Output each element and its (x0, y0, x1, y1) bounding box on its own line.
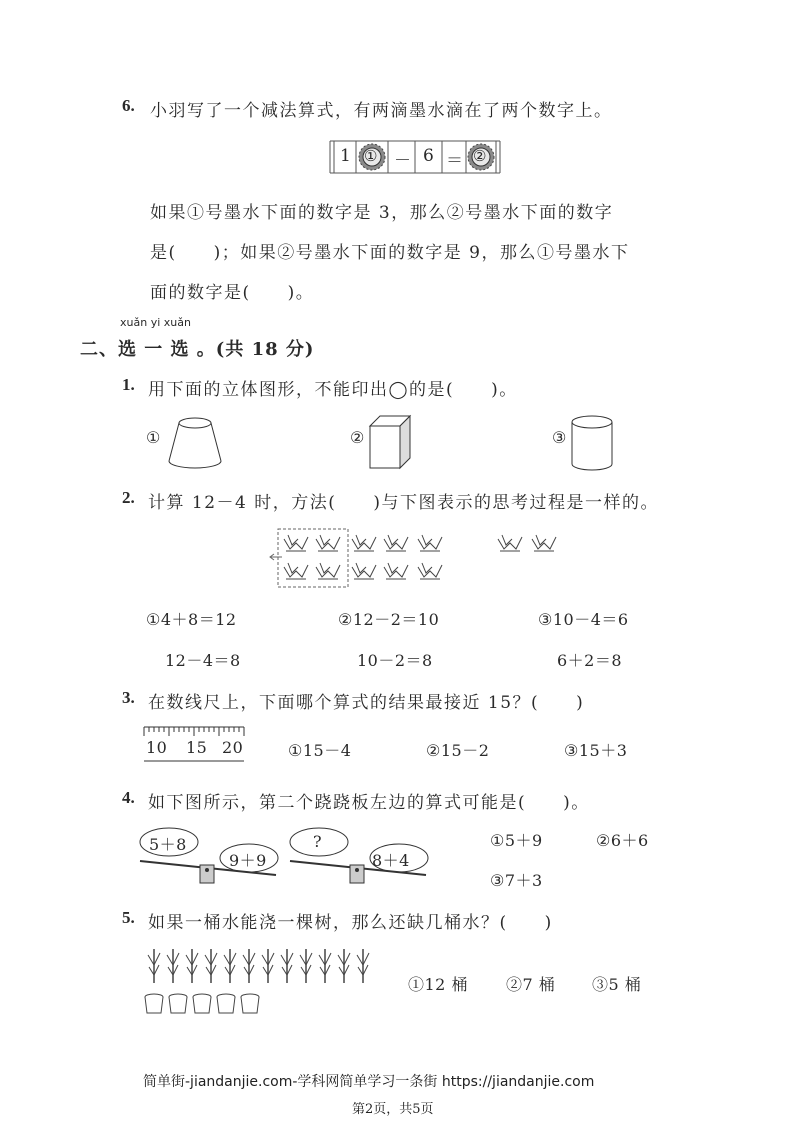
s2-text: 计算 12－4 时，方法( )与下图表示的思考过程是一样的。 (148, 493, 660, 513)
s4-option-3: ③7＋3 (490, 871, 543, 890)
s2-option-3a: ③10－4＝6 (538, 610, 629, 629)
s1-number: 1. (122, 375, 135, 394)
q6-line2: 是( )；如果②号墨水下面的数字是 9，那么①号墨水下 (150, 243, 630, 263)
s1-option-1-label: ① (146, 428, 161, 447)
bucket-icon (145, 994, 163, 1013)
seesaw-1-left: 5＋8 (149, 835, 187, 854)
tree-icon (357, 949, 369, 983)
eq-ink-1: ① (364, 147, 378, 165)
paper-crane-icon (418, 535, 442, 551)
eq-digit-2: 6 (423, 146, 434, 166)
s5-option-3: ③5 桶 (592, 975, 642, 994)
s1-option-2-label: ② (350, 428, 365, 447)
s4-number: 4. (122, 788, 135, 807)
paper-crane-icon (498, 535, 522, 551)
s3-option-3: ③15＋3 (564, 741, 628, 760)
paper-crane-icon (352, 563, 376, 579)
tree-icon (300, 949, 312, 983)
s3-text: 在数线尺上，下面哪个算式的结果最接近 15？( ) (148, 693, 585, 713)
paper-crane-icon (384, 563, 408, 579)
q6-equation (330, 141, 500, 173)
s5-number: 5. (122, 908, 135, 927)
q6-line3: 面的数字是( )。 (150, 283, 315, 303)
ruler-tick-20: 20 (222, 738, 244, 757)
s5-option-2: ②7 桶 (506, 975, 556, 994)
seesaw-1-right: 9＋9 (229, 851, 267, 870)
section2-title: 二、选 一 选 。(共 18 分) (80, 339, 315, 360)
q6-line1: 如果①号墨水下面的数字是 3，那么②号墨水下面的数字 (150, 203, 614, 223)
seesaw-2-figure (288, 825, 433, 887)
bucket-icon (241, 994, 259, 1013)
paper-crane-icon (418, 563, 442, 579)
tree-icon (338, 949, 350, 983)
section2-pinyin: xuǎn yi xuǎn (120, 316, 191, 329)
tree-icon (224, 949, 236, 983)
tree-icon (148, 949, 160, 983)
s1-option-3-label: ③ (552, 428, 567, 447)
s4-option-2: ②6＋6 (596, 831, 649, 850)
paper-crane-icon (284, 563, 308, 579)
trees-and-buckets-figure (142, 945, 392, 1015)
eq-minus: － (394, 151, 411, 171)
tree-icon (205, 949, 217, 983)
s4-text: 如下图所示，第二个跷跷板左边的算式可能是( )。 (148, 793, 590, 813)
paper-crane-icon (532, 535, 556, 551)
tree-icon (281, 949, 293, 983)
tree-icon (167, 949, 179, 983)
s2-number: 2. (122, 488, 135, 507)
tree-icon (319, 949, 331, 983)
s2-option-3b: 6＋2＝8 (557, 651, 623, 670)
paper-crane-icon (316, 563, 340, 579)
q6-number: 6. (122, 96, 135, 115)
paper-crane-icon (316, 535, 340, 551)
cylinder-shape-icon (570, 414, 614, 472)
bucket-icon (193, 994, 211, 1013)
eq-digit-1: 1 (340, 146, 351, 166)
s4-option-1: ①5＋9 (490, 831, 543, 850)
paper-cranes-figure (270, 527, 570, 589)
footer-page-number: 第2页，共5页 (352, 1102, 434, 1117)
s2-option-1b: 12－4＝8 (165, 651, 241, 670)
ruler-tick-15: 15 (186, 738, 208, 757)
ruler-tick-10: 10 (146, 738, 168, 757)
footer-site: 简单街-jiandanjie.com-学科网简单学习一条街 https://jiandanjie.com (143, 1074, 595, 1090)
paper-crane-icon (284, 535, 308, 551)
eq-equals: ＝ (446, 151, 463, 171)
s2-option-1a: ①4＋8＝12 (146, 610, 237, 629)
bucket-icon (217, 994, 235, 1013)
cuboid-shape-icon (368, 414, 413, 472)
tree-icon (243, 949, 255, 983)
s5-text: 如果一桶水能浇一棵树，那么还缺几桶水？( ) (148, 913, 553, 933)
seesaw-2-right: 8＋4 (372, 851, 410, 870)
s5-option-1: ①12 桶 (408, 975, 468, 994)
bucket-icon (169, 994, 187, 1013)
s2-option-2a: ②12－2＝10 (338, 610, 440, 629)
s1-text: 用下面的立体图形，不能印出◯的是( )。 (148, 380, 518, 400)
paper-crane-icon (384, 535, 408, 551)
q6-text: 小羽写了一个减法算式，有两滴墨水滴在了两个数字上。 (150, 101, 613, 121)
s2-option-2b: 10－2＝8 (357, 651, 433, 670)
tree-icon (186, 949, 198, 983)
s3-option-1: ①15－4 (288, 741, 352, 760)
paper-crane-icon (352, 535, 376, 551)
tree-icon (262, 949, 274, 983)
seesaw-2-left: ? (313, 832, 323, 851)
s3-number: 3. (122, 688, 135, 707)
frustum-shape-icon (165, 415, 225, 470)
eq-ink-2: ② (473, 147, 487, 165)
s3-option-2: ②15－2 (426, 741, 490, 760)
